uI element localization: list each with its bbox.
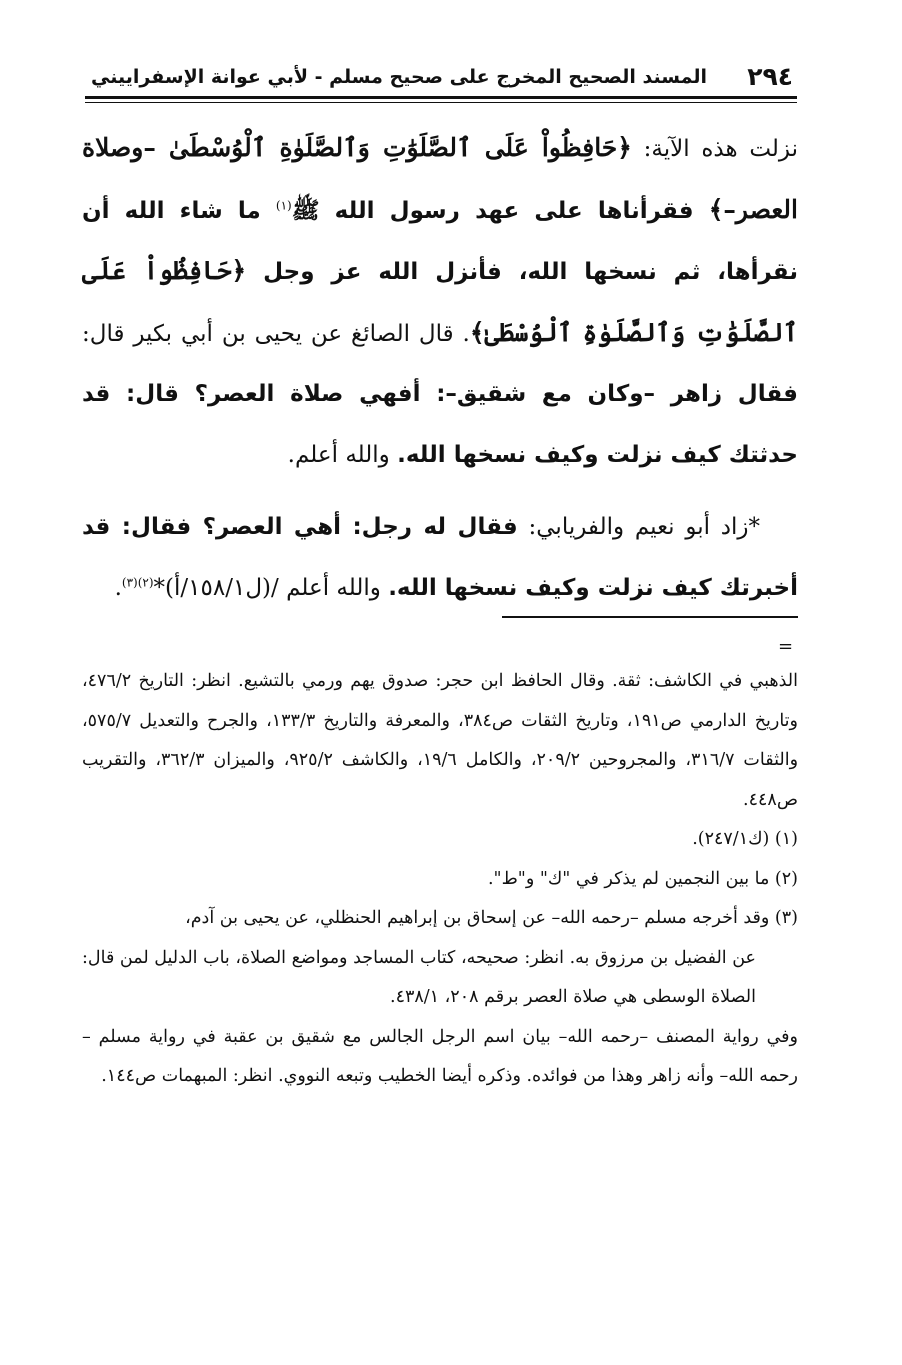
header-rule xyxy=(85,102,797,103)
text-segment: والله أعلم. xyxy=(287,441,398,468)
footnote-1: (١) (ك٢٤٧/١). xyxy=(692,829,798,849)
footnote-separator xyxy=(502,616,798,618)
main-paragraph-2 xyxy=(82,497,798,618)
bold-segment: ما شاء الله أن نقرأها، ثم نسخها الله، فأنزل الله عز وجل xyxy=(82,197,798,285)
text-segment: . قال الصائغ عن يحيى بن أبي بكير قال: xyxy=(82,320,470,347)
bold-segment: فقال له رجل: أهي العصر؟ فقال: قد أخبرتك كيف نزلت وكيف نسخها الله. xyxy=(82,514,798,601)
footnotes xyxy=(82,662,798,1097)
footnote-3-line-1: (٣) وقد أخرجه مسلم –رحمه الله– عن إسحاق بن إبراهيم الحنظلي، عن يحيى بن آدم، xyxy=(185,908,798,928)
bold-segment: فقرأناها على عهد رسول الله ﷺ xyxy=(291,197,709,224)
quran-verse: ﴿حَافِظُواْ عَلَى ٱلصَّلَوَٰتِ وَٱلصَّلَوٰةِ ٱلْوُسْطَىٰ﴾ xyxy=(82,256,798,347)
running-title: المسند الصحيح المخرج على صحيح مسلم - لأبي عوانة الإسفراييني xyxy=(91,66,707,88)
footnote-ref-2-3[interactable]: (٢)(٣) xyxy=(121,574,154,589)
footnote-continuation: الذهبي في الكاشف: ثقة. وقال الحافظ ابن حجر: صدوق يهم ورمي بالتشيع. انظر: التاريخ ٤٧٦/٢، وتاريخ الدارمي ص١٩١، وتاريخ الثقات ص٣٨٤، والمعرفة والتاريخ ١٣٣/٣، والجرح والتعديل ٥٧٥/٧، والثقات ٣١٦/٧، والمجروحين ٢٠٩/٢، والكامل ١٩/٦، والكاشف ٩٢٥/٢، والميزان ٣٦٢/٣، والتقريب ص٤٤٨. xyxy=(82,671,799,810)
main-paragraph-1 xyxy=(82,118,798,485)
main-text xyxy=(82,118,798,618)
text-segment: والله أعلم /(ل١٥٨/١/أ)* xyxy=(153,574,389,601)
text-segment: نزلت هذه الآية: xyxy=(631,136,799,162)
footnote-ref-1[interactable]: (١) xyxy=(275,197,292,212)
page-header xyxy=(85,56,797,99)
continuation-mark: = xyxy=(778,636,794,657)
quran-verse: ﴿حَافِظُواْ عَلَى ٱلصَّلَوَٰتِ وَٱلصَّلَوٰةِ ٱلْوُسْطَىٰ –وصلاة العصر–﴾ xyxy=(82,133,798,224)
bold-segment: فقال زاهر –وكان مع شقيق–: أفهي صلاة العصر؟ قال: قد حدثتك كيف نزلت وكيف نسخها الله. xyxy=(82,381,798,468)
footnote-3-note: وفي رواية المصنف –رحمه الله– بيان اسم الرجل الجالس مع شقيق بن عقبة في رواية مسلم –رحمه الله– وأنه زاهر وهذا من فوائده. وذكره أيضا الخطيب وتبعه النووي. انظر: المبهمات ص١٤٤. xyxy=(82,1026,798,1086)
text-segment: *زاد أبو نعيم والفريابي: xyxy=(517,514,761,540)
text-segment: . xyxy=(114,574,122,601)
page-number: ٢٩٤ xyxy=(747,62,793,91)
footnote-3-line-2: عن الفضيل بن مرزوق به. انظر: صحيحه، كتاب المساجد ومواضع الصلاة، باب الدليل لمن قال: الصلاة الوسطى هي صلاة العصر برقم ٢٠٨، ٤٣٨/١. xyxy=(82,947,756,1007)
footnote-2: (٢) ما بين النجمين لم يذكر في "ك" و"ط". xyxy=(487,868,798,889)
